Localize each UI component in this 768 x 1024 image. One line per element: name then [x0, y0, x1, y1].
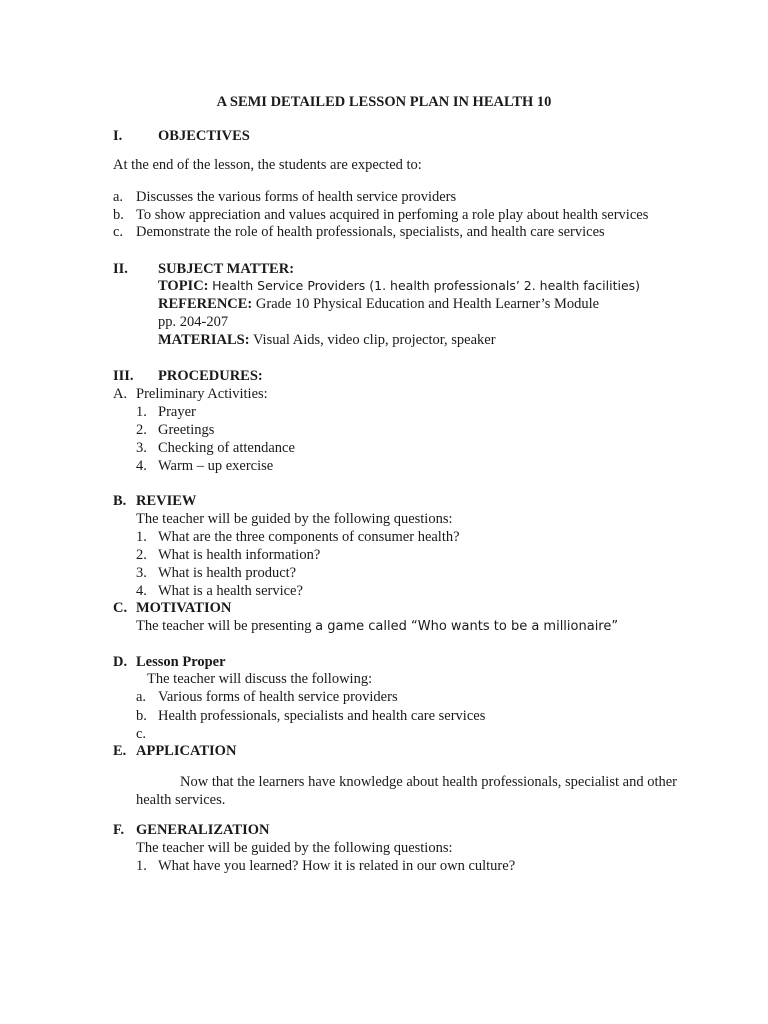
- review-item: What is a health service?: [158, 583, 303, 599]
- lesson-proper-intro: The teacher will discuss the following:: [147, 671, 373, 687]
- review-item-marker: 4.: [136, 583, 147, 599]
- preliminary-item-marker: 2.: [136, 422, 147, 438]
- motivation-text: [136, 617, 618, 636]
- lesson-item-marker: b.: [136, 708, 147, 724]
- review-item: What is health product?: [158, 565, 297, 581]
- application-heading: APPLICATION: [136, 743, 237, 759]
- document-title: A SEMI DETAILED LESSON PLAN IN HEALTH 10: [216, 94, 552, 110]
- materials-label: MATERIALS:: [158, 332, 250, 348]
- reference-pages: pp. 204-207: [158, 314, 229, 330]
- review-item: What are the three components of consumer health?: [158, 529, 460, 545]
- objectives-heading: OBJECTIVES: [158, 128, 250, 144]
- reference-value: Grade 10 Physical Education and Health Learner’s Module: [255, 296, 600, 312]
- review-marker: B.: [113, 493, 127, 509]
- materials-line: [158, 331, 496, 349]
- generalization-item: What have you learned? How it is related in our own culture?: [158, 858, 516, 874]
- preliminary-heading: Preliminary Activities:: [136, 386, 268, 402]
- preliminary-marker: A.: [113, 386, 128, 402]
- generalization-item-marker: 1.: [136, 858, 147, 874]
- motivation-marker: C.: [113, 600, 128, 616]
- objective-marker: c.: [113, 224, 124, 240]
- preliminary-item: Prayer: [158, 404, 196, 420]
- objective-item: Discusses the various forms of health service providers: [136, 189, 457, 205]
- motivation-text-b: a game called “Who wants to be a millionaire”: [315, 619, 619, 634]
- application-marker: E.: [113, 743, 127, 759]
- review-item-marker: 3.: [136, 565, 147, 581]
- topic-label: TOPIC:: [158, 278, 209, 294]
- preliminary-item-marker: 1.: [136, 404, 147, 420]
- procedures-numeral: III.: [113, 368, 134, 384]
- motivation-heading: MOTIVATION: [136, 600, 232, 616]
- review-item-marker: 1.: [136, 529, 147, 545]
- preliminary-item-marker: 4.: [136, 458, 147, 474]
- lesson-item-marker: c.: [136, 726, 147, 742]
- review-item-marker: 2.: [136, 547, 147, 563]
- generalization-marker: F.: [113, 822, 125, 838]
- objectives-numeral: I.: [113, 128, 123, 144]
- objective-marker: b.: [113, 207, 124, 223]
- preliminary-item: Checking of attendance: [158, 440, 295, 456]
- objective-item: To show appreciation and values acquired in perfoming a role play about health services: [136, 207, 649, 223]
- lesson-proper-heading: Lesson Proper: [136, 654, 226, 670]
- preliminary-item: Warm – up exercise: [158, 458, 274, 474]
- lesson-item: Various forms of health service providers: [158, 689, 398, 705]
- generalization-heading: GENERALIZATION: [136, 822, 270, 838]
- application-paragraph: Now that the learners have knowledge about health professionals, specialist and other health services.: [136, 774, 677, 808]
- generalization-intro: The teacher will be guided by the following questions:: [136, 840, 453, 856]
- objective-item: Demonstrate the role of health professionals, specialists, and health care services: [136, 224, 605, 240]
- topic-line: [158, 277, 640, 295]
- topic-value: Health Service Providers (1. health professionals’ 2. health facilities): [212, 278, 641, 293]
- procedures-heading: PROCEDURES:: [158, 368, 263, 384]
- subject-matter-numeral: II.: [113, 261, 128, 277]
- reference-line: [158, 295, 599, 313]
- review-intro: The teacher will be guided by the following questions:: [136, 511, 453, 527]
- preliminary-item: Greetings: [158, 422, 215, 438]
- lesson-item: Health professionals, specialists and health care services: [158, 708, 486, 724]
- lesson-item-marker: a.: [136, 689, 147, 705]
- objectives-intro: At the end of the lesson, the students are expected to:: [113, 157, 422, 173]
- review-item: What is health information?: [158, 547, 321, 563]
- subject-matter-heading: SUBJECT MATTER:: [158, 261, 295, 277]
- preliminary-item-marker: 3.: [136, 440, 147, 456]
- objective-marker: a.: [113, 189, 124, 205]
- reference-label: REFERENCE:: [158, 296, 253, 312]
- lesson-proper-marker: D.: [113, 654, 128, 670]
- review-heading: REVIEW: [136, 493, 197, 509]
- materials-value: Visual Aids, video clip, projector, speaker: [252, 332, 496, 348]
- motivation-text-a: The teacher will be presenting: [136, 618, 312, 634]
